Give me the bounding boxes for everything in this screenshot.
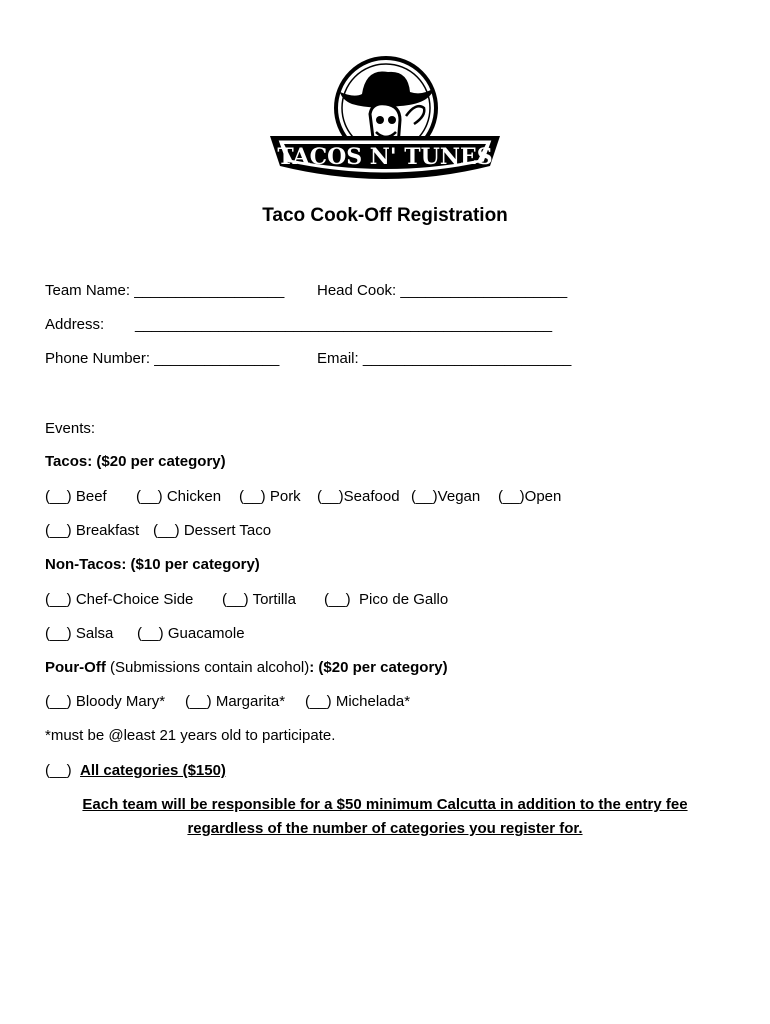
tacos-heading: Tacos: ($20 per category)	[45, 453, 226, 470]
phone-field[interactable]: Phone Number: _______________	[45, 350, 280, 367]
taco-pork-option[interactable]: (__) Pork	[239, 488, 301, 505]
all-categories-label: All categories ($150)	[80, 762, 226, 779]
email-field[interactable]: Email: _________________________	[317, 350, 572, 367]
tortilla-option[interactable]: (__) Tortilla	[222, 591, 296, 608]
taco-open-option[interactable]: (__)Open	[498, 488, 562, 505]
team-name-field[interactable]: Team Name: __________________	[45, 282, 285, 299]
chef-choice-side-option[interactable]: (__) Chef-Choice Side	[45, 591, 194, 608]
michelada-option[interactable]: (__) Michelada*	[305, 693, 411, 710]
all-categories-option[interactable]	[45, 762, 226, 779]
calcutta-note-line1: Each team will be responsible for a $50 minimum Calcutta in addition to the entry fee	[82, 796, 688, 813]
taco-beef-option[interactable]: (__) Beef	[45, 488, 107, 505]
address-field[interactable]: __________________________________________________	[135, 316, 553, 333]
taco-seafood-option[interactable]: (__)Seafood	[317, 488, 400, 505]
bloody-mary-option[interactable]: (__) Bloody Mary*	[45, 693, 166, 710]
calcutta-note-line2: regardless of the number of categories you register for.	[187, 820, 583, 837]
events-label: Events:	[45, 420, 96, 437]
pour-off-heading-bold: Pour-Off	[45, 659, 106, 676]
margarita-option[interactable]: (__) Margarita*	[185, 693, 286, 710]
pour-off-heading-price: : ($20 per category)	[309, 659, 448, 676]
guacamole-option[interactable]: (__) Guacamole	[137, 625, 245, 642]
address-label: Address:	[45, 316, 105, 333]
page-title: Taco Cook-Off Registration	[262, 205, 508, 226]
taco-dessert-option[interactable]: (__) Dessert Taco	[153, 522, 272, 539]
all-categories-checkbox[interactable]: (__)	[45, 762, 72, 779]
head-cook-field[interactable]: Head Cook: ____________________	[317, 282, 568, 299]
pour-off-heading-note: (Submissions contain alcohol)	[105, 659, 310, 676]
age-requirement-note: *must be @least 21 years old to participate.	[45, 727, 336, 744]
taco-breakfast-option[interactable]: (__) Breakfast	[45, 522, 140, 539]
logo-wordmark: TACOS N' TUNES	[277, 144, 493, 170]
taco-chicken-option[interactable]: (__) Chicken	[136, 488, 222, 505]
tacos-n-tunes-logo	[262, 54, 508, 196]
taco-vegan-option[interactable]: (__)Vegan	[411, 488, 481, 505]
salsa-option[interactable]: (__) Salsa	[45, 625, 114, 642]
non-tacos-heading: Non-Tacos: ($10 per category)	[45, 556, 260, 573]
pico-de-gallo-option[interactable]: (__) Pico de Gallo	[324, 591, 449, 608]
pour-off-heading	[45, 659, 448, 676]
